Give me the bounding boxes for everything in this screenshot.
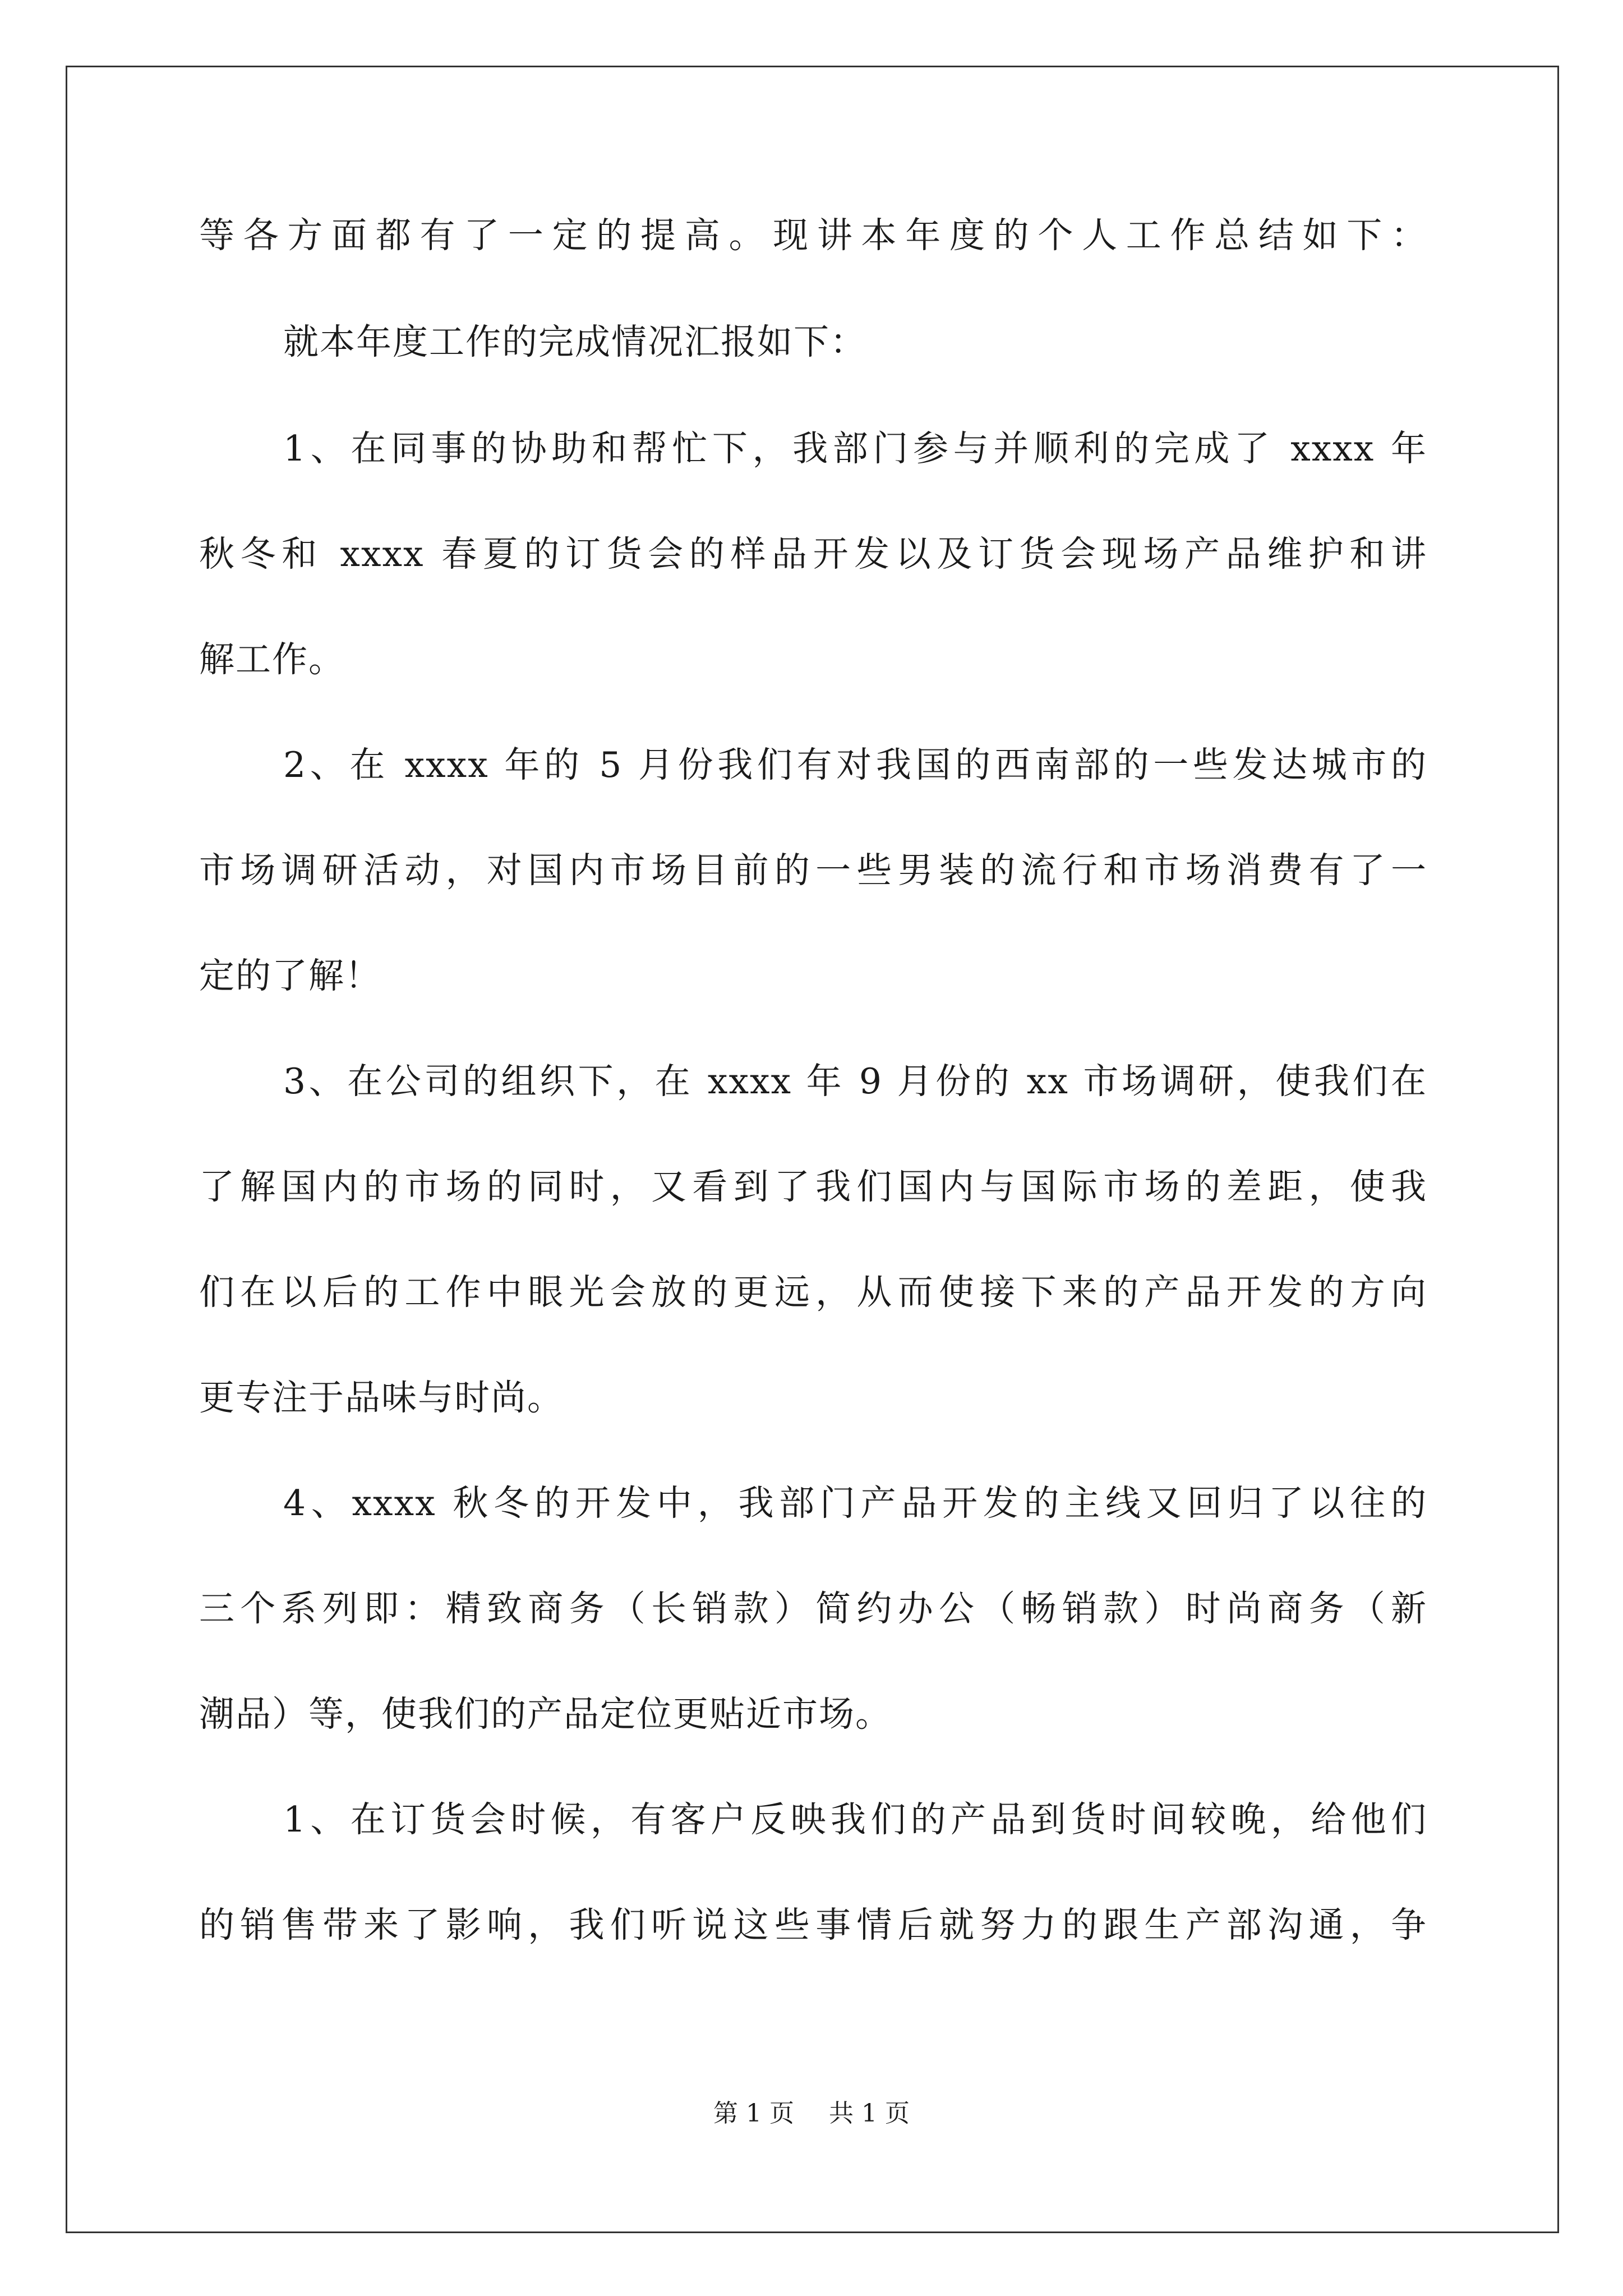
text-line: 的销售带来了影响，我们听说这些事情后就努力的跟生产部沟通，争 [199, 1904, 1427, 1945]
text-line: 更专注于品味与时尚。 [199, 1377, 564, 1418]
page-footer [0, 2098, 1623, 2129]
paragraph-line: 1、在订货会时候，有客户反映我们的产品到货时间较晚，给他们 [283, 1799, 1427, 1840]
paragraph-line: 1、在同事的协助和帮忙下，我部门参与并顺利的完成了 xxxx 年 [283, 428, 1427, 469]
text-line: 等各方面都有了一定的提高。现讲本年度的个人工作总结如下： [199, 215, 1427, 256]
text-line: 潮品）等，使我们的产品定位更贴近市场。 [199, 1694, 892, 1734]
paragraph-line: 3、在公司的组织下，在 xxxx 年 9 月份的 xx 市场调研，使我们在 [283, 1061, 1427, 1102]
paragraph-line: 2、在 xxxx 年的 5 月份我们有对我国的西南部的一些发达城市的 [283, 744, 1427, 785]
text-line: 秋冬和 xxxx 春夏的订货会的样品开发以及订货会现场产品维护和讲 [199, 533, 1427, 574]
paragraph-line: 就本年度工作的完成情况汇报如下： [283, 321, 866, 362]
page-total: 共 1 页 [829, 2099, 910, 2128]
paragraph-line: 4、xxxx 秋冬的开发中，我部门产品开发的主线又回归了以往的 [283, 1483, 1427, 1524]
text-line: 市场调研活动，对国内市场目前的一些男装的流行和市场消费有了一 [199, 850, 1427, 891]
text-line: 了解国内的市场的同时，又看到了我们国内与国际市场的差距，使我 [199, 1166, 1427, 1207]
text-line: 解工作。 [199, 639, 345, 680]
page-number: 第 1 页 [713, 2099, 794, 2128]
text-line: 定的了解！ [199, 955, 381, 996]
text-line: 三个系列即：精致商务（长销款）简约办公（畅销款）时尚商务（新 [199, 1588, 1427, 1629]
text-line: 们在以后的工作中眼光会放的更远，从而使接下来的产品开发的方向 [199, 1272, 1427, 1313]
